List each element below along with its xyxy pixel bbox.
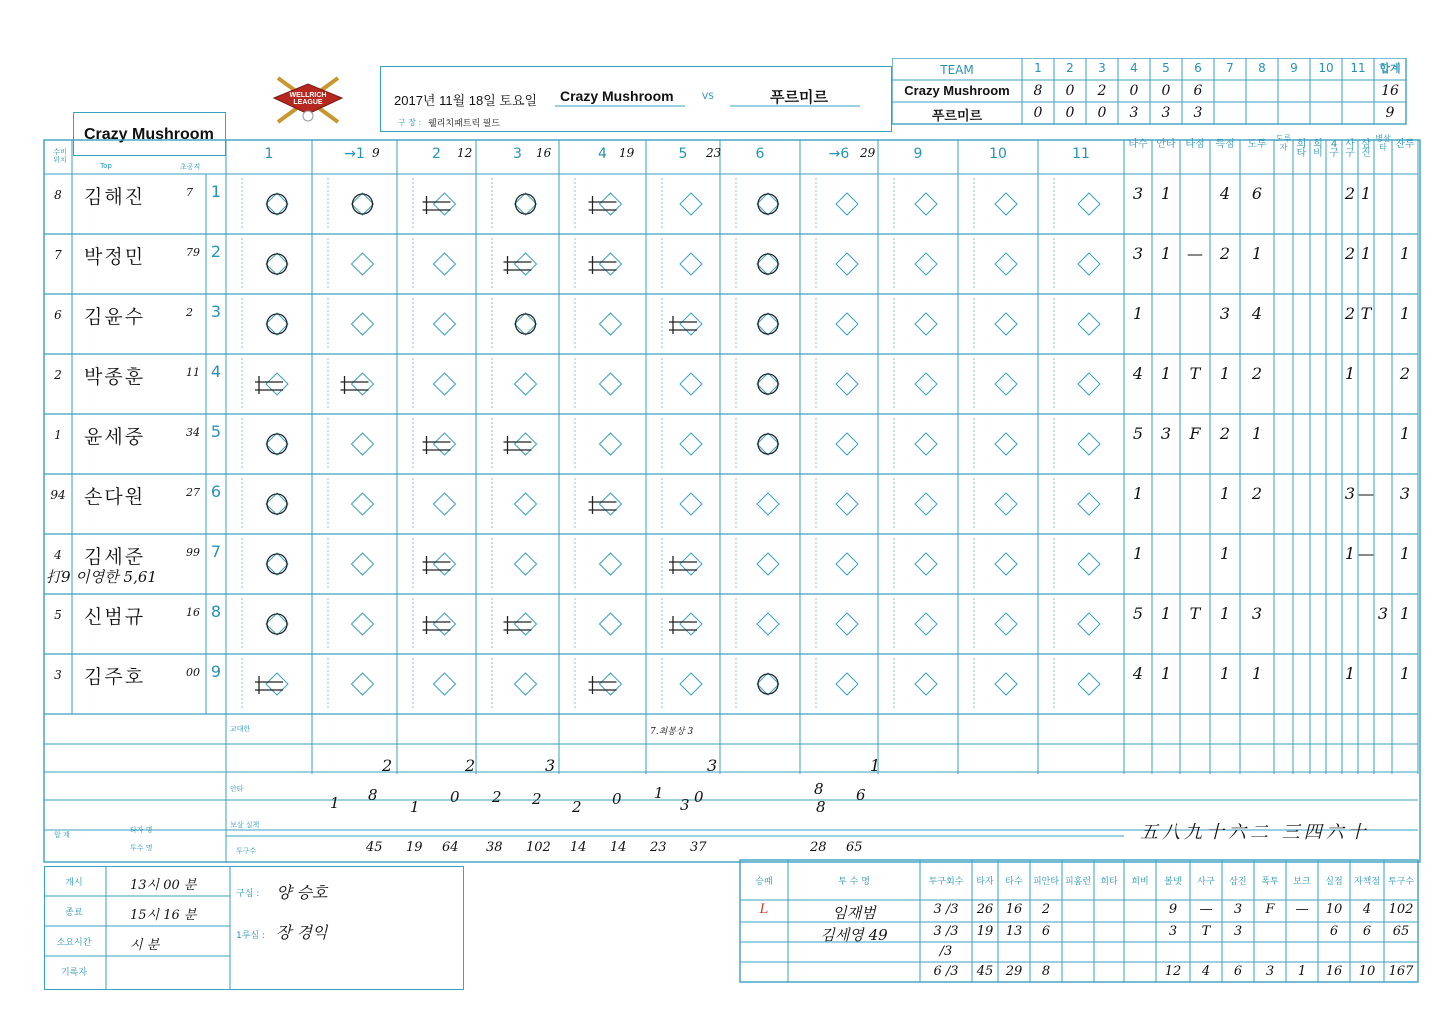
inning-pitch-count: 102: [526, 840, 551, 855]
info-value: 13시 00 분: [130, 878, 197, 893]
player-stat: T: [1189, 604, 1201, 623]
player-name: 김세준: [84, 547, 146, 568]
pitch-count-label: 투구수: [236, 847, 257, 855]
col-top-header: Top: [100, 162, 112, 170]
player-stat: 1: [1399, 244, 1411, 263]
pitchers-label: 투수 명: [130, 844, 153, 852]
inning-pitch-count: 19: [406, 840, 423, 855]
pitching-cell: 3 /3: [933, 924, 959, 939]
player-name: 김주호: [84, 667, 146, 688]
player-stat: 1: [1251, 244, 1263, 263]
linescore-team-header: TEAM: [940, 63, 974, 77]
stat-header: 도루자: [1275, 134, 1292, 152]
pitching-cell: 13: [1005, 924, 1023, 939]
pitching-cell: 12: [1164, 964, 1182, 979]
batting-order: 7: [210, 542, 222, 561]
inning-pitch-count: 14: [610, 840, 627, 855]
pitching-cell: 26: [976, 902, 994, 917]
inning-hits: 0: [694, 788, 704, 806]
stat-header: 타점: [1185, 139, 1205, 150]
player-position: 1: [54, 428, 62, 442]
linescore-run: 0: [1033, 105, 1043, 121]
linescore-total: 16: [1381, 83, 1399, 99]
pitching-cell: T: [1201, 924, 1211, 939]
linescore-inning-header: 3: [1098, 61, 1106, 75]
player-name: 손다원: [84, 487, 146, 508]
inning-hits: 1: [410, 798, 420, 816]
pitching-cell: 45: [976, 964, 994, 979]
umpire-1b: 장 경익: [276, 923, 328, 942]
pitching-cell: 19: [976, 924, 994, 939]
player-stat: 1: [1399, 424, 1411, 443]
inning-runs: 1: [870, 756, 881, 775]
inning-hits: 0: [450, 788, 460, 806]
inning-runs: 2: [465, 756, 476, 775]
col-pos-header: 수비 위치: [53, 148, 67, 164]
player-name: 김해진: [84, 187, 146, 208]
player-stat: 1: [1219, 604, 1231, 623]
pitching-cell: 6: [1362, 924, 1372, 939]
stat-header: 안타: [1156, 139, 1176, 150]
pitching-cell: 6: [1041, 924, 1051, 939]
linescore-run: 6: [1193, 83, 1203, 99]
pitching-header: 투구회수: [928, 877, 964, 887]
player-stat: 1: [1132, 484, 1144, 503]
pitching-header: 투 수 명: [838, 877, 870, 887]
sub-label: 교대한: [230, 725, 251, 733]
inning-header: 5: [678, 146, 688, 162]
player-stat: 1: [1219, 664, 1231, 683]
inning-header: 4: [598, 146, 607, 162]
total-label: 합 계: [54, 831, 70, 839]
stat-header: 희타: [1296, 139, 1307, 159]
player-stat: 2: [1219, 424, 1231, 443]
pitching-cell: 6 /3: [933, 964, 959, 979]
player-stat: 3: [1377, 604, 1389, 623]
player-number: 16: [186, 606, 200, 619]
linescore-inning-header: 10: [1318, 61, 1334, 75]
inning-hits: 2: [492, 788, 502, 806]
inning-batter-count: 9: [372, 146, 380, 160]
player-position: 6: [54, 308, 62, 322]
info-value: 15시 16 분: [130, 908, 197, 923]
player-stat: 2: [1344, 304, 1356, 323]
pitching-cell: —: [1295, 902, 1309, 917]
stat-header: 병살타: [1375, 134, 1391, 152]
player-name: 윤세중: [84, 427, 146, 448]
inning-header: 3: [513, 146, 522, 162]
batting-order: 1: [210, 182, 222, 201]
inning-batter-count: 23: [706, 146, 722, 160]
inning-pitch-count: 64: [442, 840, 459, 855]
player-position: 7: [54, 248, 62, 262]
scorecard-team-name: Crazy Mushroom: [84, 126, 214, 143]
inning-pitch-count: 45: [366, 840, 383, 855]
linescore-run: 3: [1161, 105, 1171, 121]
player-position: 8: [54, 188, 62, 202]
walks-k-label: 보살 실책: [230, 821, 260, 829]
batting-order: 8: [210, 602, 222, 621]
player-stat: 1: [1251, 664, 1263, 683]
inning-runs: 3: [545, 756, 556, 775]
stat-header: 사구: [1345, 139, 1355, 159]
player-stat: 4: [1132, 364, 1144, 383]
stadium-name: 웰리치패트릭 필드: [428, 118, 501, 128]
player-stat: 5: [1132, 604, 1144, 623]
pitching-header: 볼넷: [1164, 877, 1182, 887]
player-stat: F: [1189, 424, 1201, 443]
inning-hits: 6: [856, 786, 866, 804]
pitching-header: 보크: [1293, 877, 1311, 887]
player-number: 99: [186, 546, 200, 559]
player-number: 11: [186, 366, 200, 379]
inning-hits: 0: [612, 790, 622, 808]
stat-header: 4구: [1329, 139, 1339, 159]
umpire-1b-label: 1루심 :: [236, 931, 266, 941]
inning-pitch-count: 28: [810, 840, 827, 855]
pitching-cell: 김세영 49: [820, 926, 888, 944]
batting-order: 2: [210, 242, 222, 261]
player-stat: 2: [1219, 244, 1231, 263]
pitching-cell: 3: [1233, 902, 1243, 917]
pitching-header: 타수: [1005, 877, 1023, 887]
pitching-cell: —: [1199, 902, 1213, 917]
player-position: 94: [50, 488, 66, 502]
linescore-inning-header: 8: [1258, 61, 1266, 75]
pitching-cell: 6: [1329, 924, 1339, 939]
linescore-inning-header: 9: [1290, 61, 1298, 75]
inning-pitch-count: 37: [690, 840, 707, 855]
pitching-header: 삼진: [1229, 877, 1247, 887]
pitching-cell: 6: [1233, 964, 1243, 979]
inning-pitch-count: 38: [486, 840, 503, 855]
player-stat: 3: [1219, 304, 1231, 323]
pitching-header: 사구: [1197, 877, 1215, 887]
player-stat: 1: [1132, 544, 1144, 563]
inning-hits: 1: [330, 794, 340, 812]
player-stat: 3: [1132, 244, 1144, 263]
pitching-cell: 16: [1325, 964, 1343, 979]
inning-hits: 8: [814, 780, 824, 798]
pitching-cell: F: [1265, 902, 1275, 917]
player-name: 박정민: [84, 247, 146, 268]
pitching-header: 타자: [976, 877, 994, 887]
player-position: 2: [54, 368, 62, 382]
linescore-inning-header: 2: [1066, 61, 1074, 75]
inning-header: 2: [432, 146, 441, 162]
pitching-cell: 16: [1005, 902, 1023, 917]
linescore-team: 푸르미르: [931, 108, 983, 123]
linescore-inning-header: 7: [1226, 61, 1234, 75]
linescore-run: 3: [1193, 105, 1203, 121]
pitching-header: 희타: [1100, 877, 1118, 887]
player-stat: 1: [1251, 424, 1263, 443]
umpire-plate: 양 승호: [276, 883, 328, 902]
inning-header: 6: [755, 146, 765, 162]
batting-order: 9: [210, 662, 222, 681]
inning-header: 10: [989, 146, 1007, 162]
player-sub: 打9 이영한 5,61: [46, 568, 157, 586]
player-stat: 2: [1344, 184, 1356, 203]
pitching-cell: 10: [1358, 964, 1376, 979]
inning-header: →1: [344, 146, 365, 162]
vs-label: VS: [702, 92, 714, 102]
player-stat: 1: [1160, 184, 1172, 203]
player-stat: 2: [1251, 484, 1263, 503]
hits-label: 안타: [230, 785, 244, 793]
pitching-header: 실점: [1325, 877, 1343, 887]
player-stat: 1: [1160, 364, 1172, 383]
pitching-cell: 65: [1392, 924, 1410, 939]
pitching-cell: 3: [1265, 964, 1275, 979]
player-name: 신범규: [84, 607, 146, 628]
player-stat: —: [1358, 484, 1374, 503]
pitching-header: 승패: [755, 877, 773, 887]
player-stat: —: [1187, 244, 1203, 263]
player-stat: 3: [1160, 424, 1172, 443]
player-stat: 1: [1160, 604, 1172, 623]
player-number: 79: [186, 246, 200, 259]
player-stat: 1: [1160, 664, 1172, 683]
pitching-cell: 4: [1201, 964, 1211, 979]
player-stat: —: [1358, 544, 1374, 563]
pitching-cell: 102: [1388, 902, 1414, 917]
stat-header: 삼진: [1361, 139, 1371, 159]
pitching-cell: 1: [1297, 964, 1307, 979]
inning-hits: 8: [368, 786, 378, 804]
inning-runs: 3: [707, 756, 718, 775]
linescore-inning-header: 11: [1350, 61, 1366, 75]
info-label: 개시: [65, 878, 83, 888]
inning-hits: 2: [532, 790, 542, 808]
pitching-cell: 8: [1041, 964, 1051, 979]
player-stat: 1: [1219, 484, 1231, 503]
pitching-header: 투구수: [1387, 877, 1415, 887]
player-stat: 4: [1132, 664, 1144, 683]
pitching-header: 희비: [1131, 877, 1149, 887]
inning-hits: 2: [572, 798, 582, 816]
pitching-header: 폭투: [1261, 877, 1279, 887]
linescore-run: 0: [1097, 105, 1107, 121]
player-stat: 2: [1399, 364, 1411, 383]
inning-batter-count: 12: [457, 146, 473, 160]
inning-hits: 1: [654, 784, 664, 802]
info-value: 시 분: [130, 938, 160, 953]
linescore-total: 9: [1385, 105, 1395, 121]
player-stat: 1: [1132, 304, 1144, 323]
away-team-name: 푸르미르: [770, 89, 828, 106]
pitching-cell: 3: [1168, 924, 1178, 939]
pitching-cell: 임재범: [832, 904, 876, 922]
player-stat: 3: [1251, 604, 1263, 623]
player-stat: 4: [1251, 304, 1263, 323]
player-stat: 1: [1344, 664, 1356, 683]
player-number: 7: [186, 186, 193, 199]
pitching-cell: 3: [1233, 924, 1243, 939]
game-date: 2017년 11월 18일 토요일: [394, 93, 538, 108]
player-number: 00: [186, 666, 200, 679]
player-stat: 1: [1360, 184, 1372, 203]
batting-order: 5: [210, 422, 222, 441]
pitching-cell: 2: [1041, 902, 1051, 917]
player-stat: T: [1360, 304, 1372, 323]
player-stat: 3: [1132, 184, 1144, 203]
player-stat: 2: [1344, 244, 1356, 263]
player-stat: 1: [1399, 544, 1411, 563]
inning-pitch-count: 65: [846, 840, 863, 855]
stat-header: 잔루: [1395, 139, 1415, 150]
pitching-cell: 167: [1388, 964, 1414, 979]
player-stat: 3: [1399, 484, 1411, 503]
league-logo-text: WELLRICH LEAGUE: [289, 92, 327, 106]
inning-runs: 2: [382, 756, 393, 775]
inning-pitch-count: 14: [570, 840, 587, 855]
info-label: 기록자: [60, 968, 88, 978]
player-stat: 1: [1344, 544, 1356, 563]
player-stat: 1: [1219, 364, 1231, 383]
pitching-cell: 4: [1362, 902, 1372, 917]
info-label: 종료: [65, 908, 83, 918]
pitching-header: 피홈런: [1064, 877, 1092, 887]
player-name: 박종훈: [84, 367, 146, 388]
player-number: 27: [186, 486, 200, 499]
linescore-run: 2: [1097, 83, 1107, 99]
umpire-plate-label: 구심 :: [236, 889, 260, 899]
totals-hanja: 五八九十六二 三四六十: [1140, 822, 1370, 843]
inning-header: 1: [264, 146, 274, 162]
player-stat: 1: [1399, 604, 1411, 623]
player-stat: 6: [1251, 184, 1263, 203]
pitching-cell: 29: [1005, 964, 1023, 979]
linescore-run: 3: [1129, 105, 1139, 121]
player-position: 4: [54, 548, 62, 562]
player-stat: 1: [1360, 244, 1372, 263]
player-stat: 4: [1219, 184, 1231, 203]
inning-hits: 8: [816, 798, 826, 816]
player-position: 3: [54, 668, 62, 682]
player-stat: 1: [1160, 244, 1172, 263]
pitching-header: 피안타: [1032, 877, 1060, 887]
inning-batter-count: 16: [536, 146, 552, 160]
player-stat: 5: [1132, 424, 1144, 443]
linescore-inning-header: 4: [1130, 61, 1138, 75]
inning-hits: 3: [680, 796, 690, 814]
player-number: 2: [186, 306, 193, 319]
linescore-inning-header: 5: [1162, 61, 1170, 75]
home-team-name: Crazy Mushroom: [560, 88, 674, 104]
pitcher-note: 7.최봉상 3: [650, 727, 694, 737]
player-number: 34: [186, 426, 200, 439]
stat-header: 도루: [1247, 139, 1267, 150]
player-stat: 1: [1399, 304, 1411, 323]
pitching-cell: 9: [1168, 902, 1178, 917]
linescore-total-header: 합계: [1379, 62, 1401, 75]
player-stat: T: [1189, 364, 1201, 383]
stat-header: 희비: [1313, 139, 1323, 159]
player-stat: 2: [1251, 364, 1263, 383]
batting-order: 3: [210, 302, 222, 321]
linescore-inning-header: 1: [1034, 61, 1042, 75]
linescore-run: 8: [1033, 83, 1043, 99]
inning-header: 9: [913, 146, 923, 162]
linescore-run: 0: [1065, 105, 1075, 121]
inning-batter-count: 29: [860, 146, 876, 160]
linescore-inning-header: 6: [1194, 61, 1202, 75]
player-position: 5: [54, 608, 62, 622]
info-label: 소요시간: [56, 938, 92, 948]
player-stat: 1: [1219, 544, 1231, 563]
stat-header: 타수: [1128, 139, 1148, 150]
col-first-ab-header: 초공격: [180, 163, 201, 171]
stat-header: 득점: [1215, 139, 1235, 150]
inning-pitch-count: 23: [650, 840, 667, 855]
batters-label: 타자 명: [130, 826, 153, 834]
pitching-cell: 10: [1325, 902, 1343, 917]
batting-order: 6: [210, 482, 222, 501]
linescore-run: 0: [1065, 83, 1075, 99]
player-stat: 1: [1399, 664, 1411, 683]
inning-header: 11: [1072, 146, 1090, 162]
pitching-cell: /3: [939, 944, 953, 959]
inning-batter-count: 19: [619, 146, 635, 160]
player-name: 김윤수: [84, 307, 146, 328]
pitching-header: 자책점: [1353, 877, 1381, 887]
player-stat: 1: [1344, 364, 1356, 383]
player-stat: 3: [1344, 484, 1356, 503]
linescore-team: Crazy Mushroom: [904, 83, 1010, 98]
linescore-run: 0: [1129, 83, 1139, 99]
pitching-cell: L: [759, 902, 769, 917]
stadium-label: 구 장 :: [398, 118, 422, 127]
batting-order: 4: [210, 362, 222, 381]
inning-header: →6: [828, 146, 850, 162]
linescore-run: 0: [1161, 83, 1171, 99]
pitching-cell: 3 /3: [933, 902, 959, 917]
